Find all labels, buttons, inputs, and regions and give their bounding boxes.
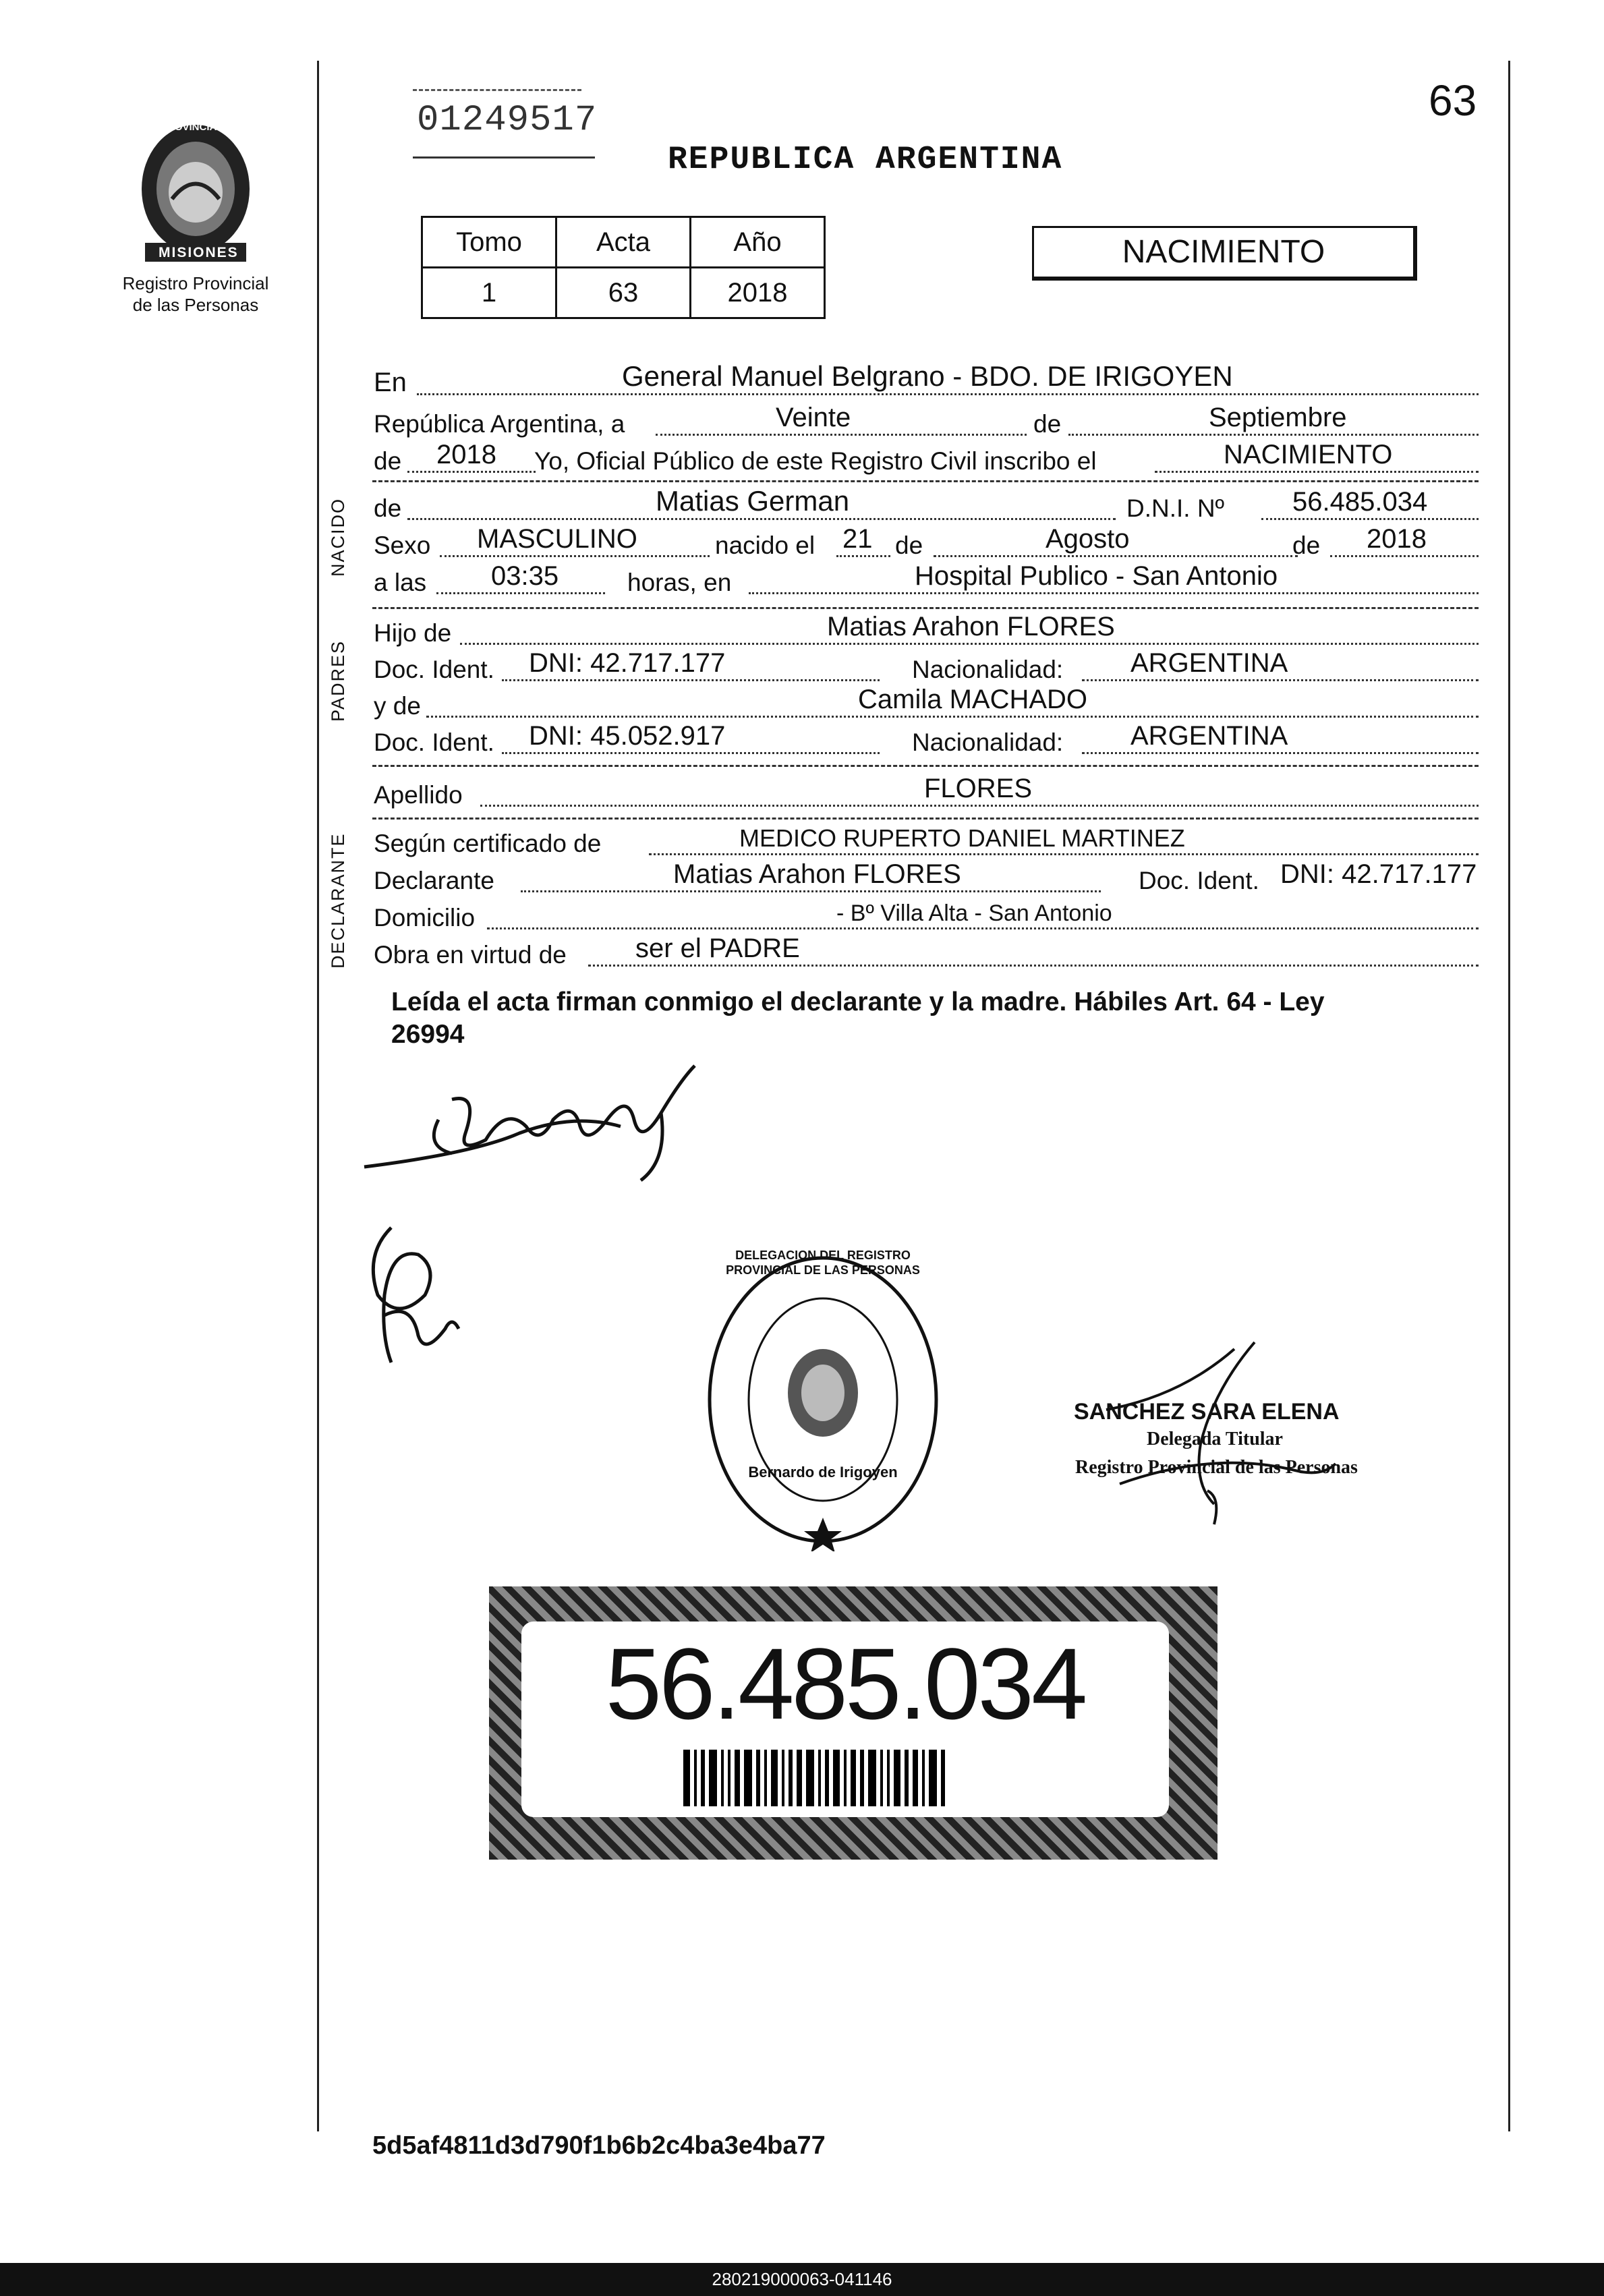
row-sexo bbox=[372, 526, 1479, 564]
y-de-label: y de bbox=[374, 692, 421, 720]
barcode-bar bbox=[922, 1750, 925, 1806]
de-label-5: de bbox=[1292, 532, 1321, 559]
barcode-bar bbox=[744, 1750, 752, 1806]
official-name: SANCHEZ SARA ELENA bbox=[1074, 1399, 1340, 1425]
row-year bbox=[372, 442, 1479, 480]
document-hash: 5d5af4811d3d790f1b6b2c4ba3e4ba77 bbox=[372, 2131, 826, 2160]
barcode-bar bbox=[683, 1750, 690, 1806]
separator-1 bbox=[372, 480, 1479, 482]
anio-header: Año bbox=[691, 217, 825, 268]
day-value: Veinte bbox=[776, 403, 851, 432]
barcode-bar bbox=[694, 1750, 697, 1806]
father-nat-label: Nacionalidad: bbox=[912, 656, 1064, 683]
seal-top-text: PROVINCIA DE bbox=[161, 121, 233, 133]
barcode-bar bbox=[860, 1750, 864, 1806]
row-mother-doc bbox=[372, 723, 1479, 761]
barcode-bar bbox=[771, 1750, 778, 1806]
obra-label: Obra en virtud de bbox=[374, 941, 567, 969]
anio-value: 2018 bbox=[691, 268, 825, 318]
de-label: de bbox=[1033, 410, 1062, 438]
barcode-bar bbox=[887, 1750, 890, 1806]
barcode-bar bbox=[721, 1750, 724, 1806]
barcode bbox=[683, 1750, 1007, 1806]
republica-label: República Argentina, a bbox=[374, 410, 625, 438]
serial-overline bbox=[413, 89, 581, 91]
child-dni: 56.485.034 bbox=[1292, 487, 1428, 517]
cert-value: MEDICO RUPERTO DANIEL MARTINEZ bbox=[739, 824, 1185, 852]
official-office: Registro Provincial de las Personas bbox=[1075, 1457, 1358, 1478]
mother-doc: DNI: 45.052.917 bbox=[529, 721, 726, 751]
barcode-bar bbox=[851, 1750, 856, 1806]
row-en bbox=[372, 360, 1479, 402]
father-doc-label: Doc. Ident. bbox=[374, 656, 494, 683]
acta-value: 63 bbox=[556, 268, 691, 318]
barcode-bar bbox=[844, 1750, 847, 1806]
father-name: Matias Arahon FLORES bbox=[827, 612, 1115, 641]
sexo-value: MASCULINO bbox=[477, 524, 637, 554]
de-label-3: de bbox=[374, 494, 402, 522]
birth-place: Hospital Publico - San Antonio bbox=[915, 561, 1278, 591]
barcode-bar bbox=[782, 1750, 784, 1806]
row-apellido bbox=[372, 776, 1479, 813]
child-name: Matias German bbox=[656, 485, 850, 517]
barcode-bar bbox=[880, 1750, 883, 1806]
id-number: 56.485.034 bbox=[605, 1627, 1085, 1740]
barcode-bar bbox=[868, 1750, 876, 1806]
barcode-bar bbox=[756, 1750, 760, 1806]
father-nationality: ARGENTINA bbox=[1130, 648, 1288, 678]
father-doc: DNI: 42.717.177 bbox=[529, 648, 726, 678]
closing-line-1: Leída el acta firman conmigo el declarante y la madre. Hábiles Art. 64 - Ley bbox=[391, 987, 1325, 1016]
a-las-label: a las bbox=[374, 569, 427, 596]
row-nacido-name bbox=[372, 485, 1479, 527]
country-title: REPUBLICA ARGENTINA bbox=[668, 142, 1063, 178]
mother-name: Camila MACHADO bbox=[858, 685, 1088, 714]
row-father-doc bbox=[372, 650, 1479, 688]
barcode-bar bbox=[709, 1750, 717, 1806]
barcode-bar bbox=[789, 1750, 793, 1806]
separator-2 bbox=[372, 607, 1479, 609]
declarante-section-label: DECLARANTE bbox=[328, 832, 348, 969]
closing-line-2: 26994 bbox=[391, 1020, 465, 1049]
mother-doc-label: Doc. Ident. bbox=[374, 728, 494, 756]
record-table bbox=[421, 216, 826, 319]
domicilio-label: Domicilio bbox=[374, 904, 476, 931]
acta-header: Acta bbox=[556, 217, 691, 268]
obra-value: ser el PADRE bbox=[635, 934, 800, 963]
domicilio-value: - Bº Villa Alta - San Antonio bbox=[836, 900, 1112, 926]
barcode-bar bbox=[797, 1750, 802, 1806]
dni-label: D.N.I. Nº bbox=[1126, 494, 1225, 522]
stamp-inner-text: Bernardo de Irigoyen bbox=[748, 1464, 898, 1481]
left-margin-rule bbox=[317, 61, 319, 2131]
right-margin-rule bbox=[1508, 61, 1510, 2131]
registers-value: NACIMIENTO bbox=[1224, 440, 1393, 469]
en-label: En bbox=[374, 368, 407, 397]
de-label-4: de bbox=[895, 532, 923, 559]
nacido-section-label: NACIDO bbox=[328, 497, 348, 577]
apellido-value: FLORES bbox=[924, 774, 1033, 803]
province-seal bbox=[121, 115, 270, 270]
declarante-doc: DNI: 42.717.177 bbox=[1280, 859, 1477, 889]
id-label-inner bbox=[521, 1621, 1169, 1817]
official-title: Delegada Titular bbox=[1147, 1429, 1283, 1450]
footer-doc-code: 280219000063-041146 bbox=[712, 2269, 892, 2289]
barcode-bar bbox=[929, 1750, 937, 1806]
registry-name-line1: Registro Provincial bbox=[122, 273, 269, 293]
serial-number: 01249517 bbox=[417, 100, 598, 141]
registry-name-line2: de las Personas bbox=[132, 295, 259, 315]
birth-month: Agosto bbox=[1046, 524, 1130, 554]
horas-label: horas, en bbox=[627, 569, 732, 596]
barcode-bar bbox=[728, 1750, 731, 1806]
official-text: Yo, Oficial Público de este Registro Civil inscribo el bbox=[534, 447, 1097, 475]
serial-underline bbox=[413, 156, 595, 159]
birth-day: 21 bbox=[842, 524, 873, 554]
barcode-bar bbox=[941, 1750, 945, 1806]
padres-section-label: PADRES bbox=[328, 639, 348, 722]
act-type-box bbox=[1032, 226, 1417, 281]
hijo-de-label: Hijo de bbox=[374, 619, 452, 647]
row-hijo-de bbox=[372, 614, 1479, 652]
act-type-label: NACIMIENTO bbox=[1122, 234, 1325, 270]
row-obra bbox=[372, 936, 1479, 973]
mother-signature bbox=[351, 1214, 472, 1389]
stamp-ring-text: DELEGACION DEL REGISTRO PROVINCIAL DE LAS PERSONAS bbox=[726, 1249, 920, 1277]
footer-bar bbox=[0, 2263, 1604, 2296]
barcode-bar bbox=[701, 1750, 705, 1806]
declarant-signature bbox=[351, 1052, 728, 1187]
row-certificado bbox=[372, 824, 1479, 862]
place-value: General Manuel Belgrano - BDO. DE IRIGOYEN bbox=[622, 360, 1233, 392]
month-value: Septiembre bbox=[1209, 403, 1347, 432]
nacido-el-label: nacido el bbox=[715, 532, 815, 559]
apellido-label: Apellido bbox=[374, 781, 463, 809]
cert-label: Según certificado de bbox=[374, 830, 602, 857]
row-y-de bbox=[372, 687, 1479, 724]
tomo-value: 1 bbox=[422, 268, 556, 318]
id-label bbox=[489, 1586, 1218, 1860]
barcode-bar bbox=[913, 1750, 918, 1806]
birth-year: 2018 bbox=[1367, 524, 1427, 554]
tomo-header: Tomo bbox=[422, 217, 556, 268]
separator-3 bbox=[372, 765, 1479, 767]
barcode-bar bbox=[818, 1750, 821, 1806]
row-republica bbox=[372, 405, 1479, 442]
row-domicilio bbox=[372, 898, 1479, 936]
row-declarante bbox=[372, 861, 1479, 899]
declarante-label: Declarante bbox=[374, 867, 494, 894]
sexo-label: Sexo bbox=[374, 532, 431, 559]
declarante-doc-label: Doc. Ident. bbox=[1139, 867, 1259, 894]
barcode-bar bbox=[735, 1750, 740, 1806]
mother-nationality: ARGENTINA bbox=[1130, 721, 1288, 751]
birth-time: 03:35 bbox=[491, 561, 559, 591]
barcode-bar bbox=[806, 1750, 814, 1806]
page-number: 63 bbox=[1429, 76, 1477, 125]
seal-bottom-text: MISIONES bbox=[159, 245, 239, 260]
separator-4 bbox=[372, 817, 1479, 820]
row-hora bbox=[372, 563, 1479, 601]
barcode-bar bbox=[825, 1750, 829, 1806]
mother-nat-label: Nacionalidad: bbox=[912, 728, 1064, 756]
delegation-stamp bbox=[701, 1248, 944, 1551]
declarante-name: Matias Arahon FLORES bbox=[673, 859, 961, 889]
barcode-bar bbox=[833, 1750, 840, 1806]
year-value: 2018 bbox=[436, 440, 496, 469]
barcode-bar bbox=[905, 1750, 909, 1806]
de-label-2: de bbox=[374, 447, 402, 475]
barcode-bar bbox=[764, 1750, 767, 1806]
barcode-bar bbox=[894, 1750, 900, 1806]
